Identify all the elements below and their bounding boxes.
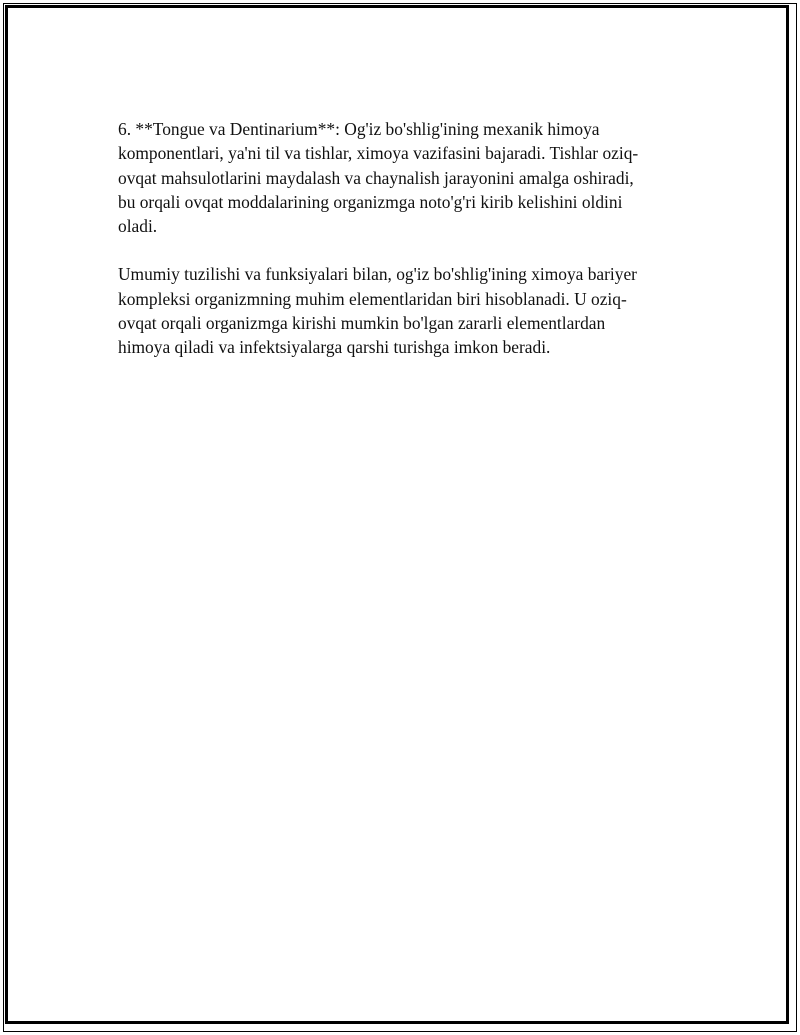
text-line: 6. **Tongue va Dentinarium**: Og'iz bo'shlig'ining mexanik himoya xyxy=(118,119,600,139)
text-line: ovqat mahsulotlarini maydalash va chaynalish jarayonini amalga oshiradi, xyxy=(118,167,634,188)
paragraph-tongue-dentinarium xyxy=(118,117,678,238)
text-line: komponentlari, ya'ni til va tishlar, ximoya vazifasini bajaradi. Tishlar oziq- xyxy=(118,143,639,164)
document-body xyxy=(118,117,678,384)
text-line: kompleksi organizmning muhim elementlaridan biri hisoblanadi. U oziq- xyxy=(118,288,627,309)
text-line: bu orqali ovqat moddalarining organizmga noto'g'ri kirib kelishini oldini xyxy=(118,191,623,212)
text-line: oladi. xyxy=(118,216,158,237)
text-line: ovqat orqali organizmga kirishi mumkin bo'lgan zararli elementlardan xyxy=(118,313,606,334)
text-line: Umumiy tuzilishi va funksiyalari bilan, og'iz bo'shlig'ining ximoya bariyer xyxy=(118,264,637,285)
paragraph-summary xyxy=(118,262,678,359)
text-line: himoya qiladi va infektsiyalarga qarshi turishga imkon beradi. xyxy=(118,337,551,358)
